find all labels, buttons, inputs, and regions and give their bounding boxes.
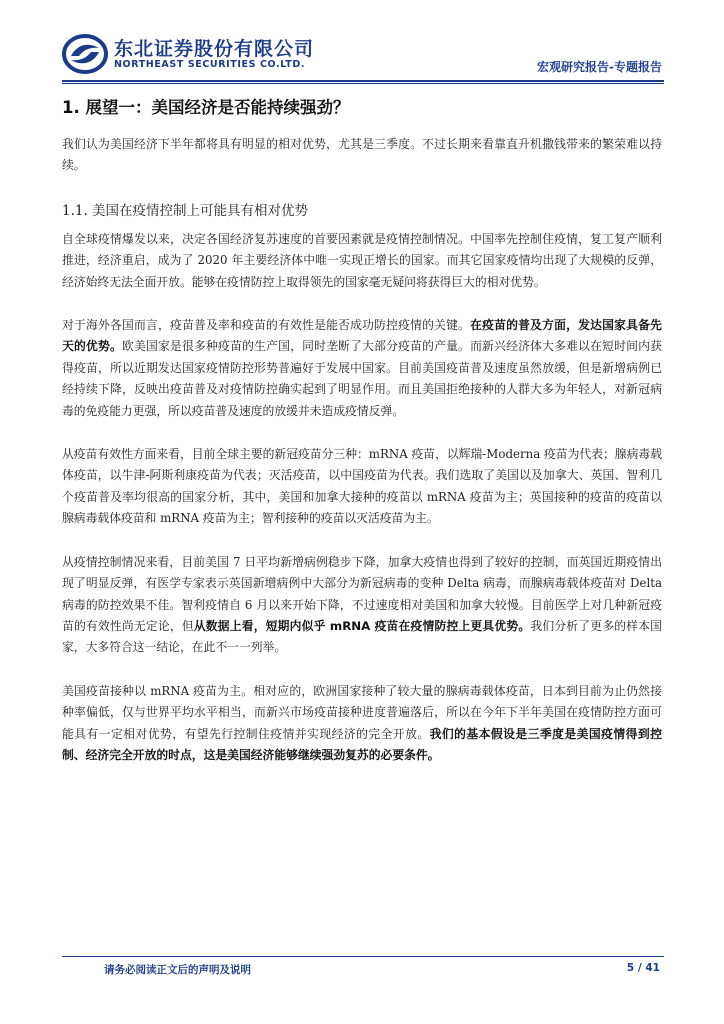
paragraph-4 bbox=[62, 552, 662, 659]
footer-disclaimer: 请务必阅读正文后的声明及说明 bbox=[104, 964, 251, 976]
northeast-securities-logo-icon bbox=[62, 34, 108, 74]
report-type-label: 宏观研究报告-专题报告 bbox=[537, 60, 662, 74]
paragraph-4-text-c: 我们分析了更多的样本国家，大多符合这一结论，在此不一一列举。 bbox=[62, 618, 662, 655]
paragraph-5-text-a: 美国疫苗接种以 mRNA 疫苗为主。相对应的，欧洲国家接种了较大量的腺病毒载体疫苗，日本到目前为止仍然接种率偏低，仅与世界平均水平相当，而新兴市场疫苗接种进度普遍落后，所以在今年下半年美国在疫情防控方面可能具有一定相对优势，有望先行控制住疫情并实现经济的完全开放。 bbox=[62, 683, 662, 741]
paragraph-4-emphasis: 从数据上看，短期内似乎 mRNA 疫苗在疫情防控上更具优势。 bbox=[193, 618, 531, 633]
section-title: 1. 展望一：美国经济是否能持续强劲？ bbox=[62, 98, 350, 117]
footer-divider bbox=[62, 956, 664, 957]
header-divider-thin bbox=[62, 83, 664, 84]
page-number: 5 / 41 bbox=[626, 962, 660, 974]
paragraph-5 bbox=[62, 681, 662, 767]
paragraph-5-emphasis: 我们的基本假设是三季度是美国疫情得到控制、经济完全开放的时点，这是美国经济能够继续强劲复苏的必要条件。 bbox=[62, 726, 662, 762]
paragraph-3: 从疫苗有效性方面来看，目前全球主要的新冠疫苗分三种：mRNA 疫苗，以辉瑞-Moderna 疫苗为代表；腺病毒载体疫苗，以牛津-阿斯利康疫苗为代表；灭活疫苗，以中国疫苗为代表。我们选取了美国以及加拿大、英国、智利几个疫苗普及率均很高的国家分析，其中，美国和加拿大接种的疫苗以 mRNA 疫苗为主；英国接种的疫苗的疫苗以腺病毒载体疫苗和 mRNA 疫苗为主；智利接种的疫苗以灭活疫苗为主。 bbox=[62, 447, 662, 526]
company-name-cn: 东北证券股份有限公司 bbox=[114, 38, 315, 60]
paragraph-2-text-a: 对于海外各国而言，疫苗普及率和疫苗的有效性是能否成功防控疫情的关键。 bbox=[62, 318, 471, 333]
company-name-en: NORTHEAST SECURITIES CO.LTD. bbox=[114, 59, 306, 70]
header-divider bbox=[62, 80, 664, 82]
section-intro-paragraph: 我们认为美国经济下半年都将具有明显的相对优势，尤其是三季度。不过长期来看靠直升机撒钱带来的繁荣难以持续。 bbox=[62, 137, 662, 173]
paragraph-2 bbox=[62, 315, 662, 422]
paragraph-1: 自全球疫情爆发以来，决定各国经济复苏速度的首要因素就是疫情控制情况。中国率先控制住疫情，复工复产顺利推进，经济重启，成为了 2020 年主要经济体中唯一实现正增长的国家。而其它国家疫情均出现了大规模的反弹，经济始终无法全面开放。能够在疫情防控上取得领先的国家毫无疑问将获得巨大的相对优势。 bbox=[62, 231, 662, 289]
paragraph-2-emphasis: 在疫苗的普及方面，发达国家具备先天的优势。 bbox=[62, 318, 662, 354]
paragraph-4-text-a: 从疫情控制情况来看，目前美国 7 日平均新增病例稳步下降，加拿大疫情也得到了较好的控制，而英国近期疫情出现了明显反弹，有医学专家表示英国新增病例中大部分为新冠病毒的变种 Delta 病毒，而腺病毒载体疫苗对 Delta 病毒的防控效果不佳。智利疫情自 6 月以来开始下降，不过速度相对美国和加拿大较慢。目前医学上对几种新冠疫苗的有效性尚无定论，但 bbox=[62, 554, 662, 633]
paragraph-2-text-c: 欧美国家是很多种疫苗的生产国，同时垄断了大部分疫苗的产量。而新兴经济体大多难以在短时间内获得疫苗，所以近期发达国家疫情防控形势普遍好于发展中国家。目前美国疫苗普及速度虽然放缓，但是新增病例已经持续下降，反映出疫苗普及对疫情防控确实起到了明显作用。而且美国拒绝接种的人群大多为年轻人，对新冠病毒的免疫能力更强，所以疫苗普及速度的放缓并未造成疫情反弹。 bbox=[62, 339, 662, 418]
page-header bbox=[62, 28, 664, 80]
main-content bbox=[62, 94, 662, 788]
subsection-title: 1.1. 美国在疫情控制上可能具有相对优势 bbox=[62, 202, 309, 219]
